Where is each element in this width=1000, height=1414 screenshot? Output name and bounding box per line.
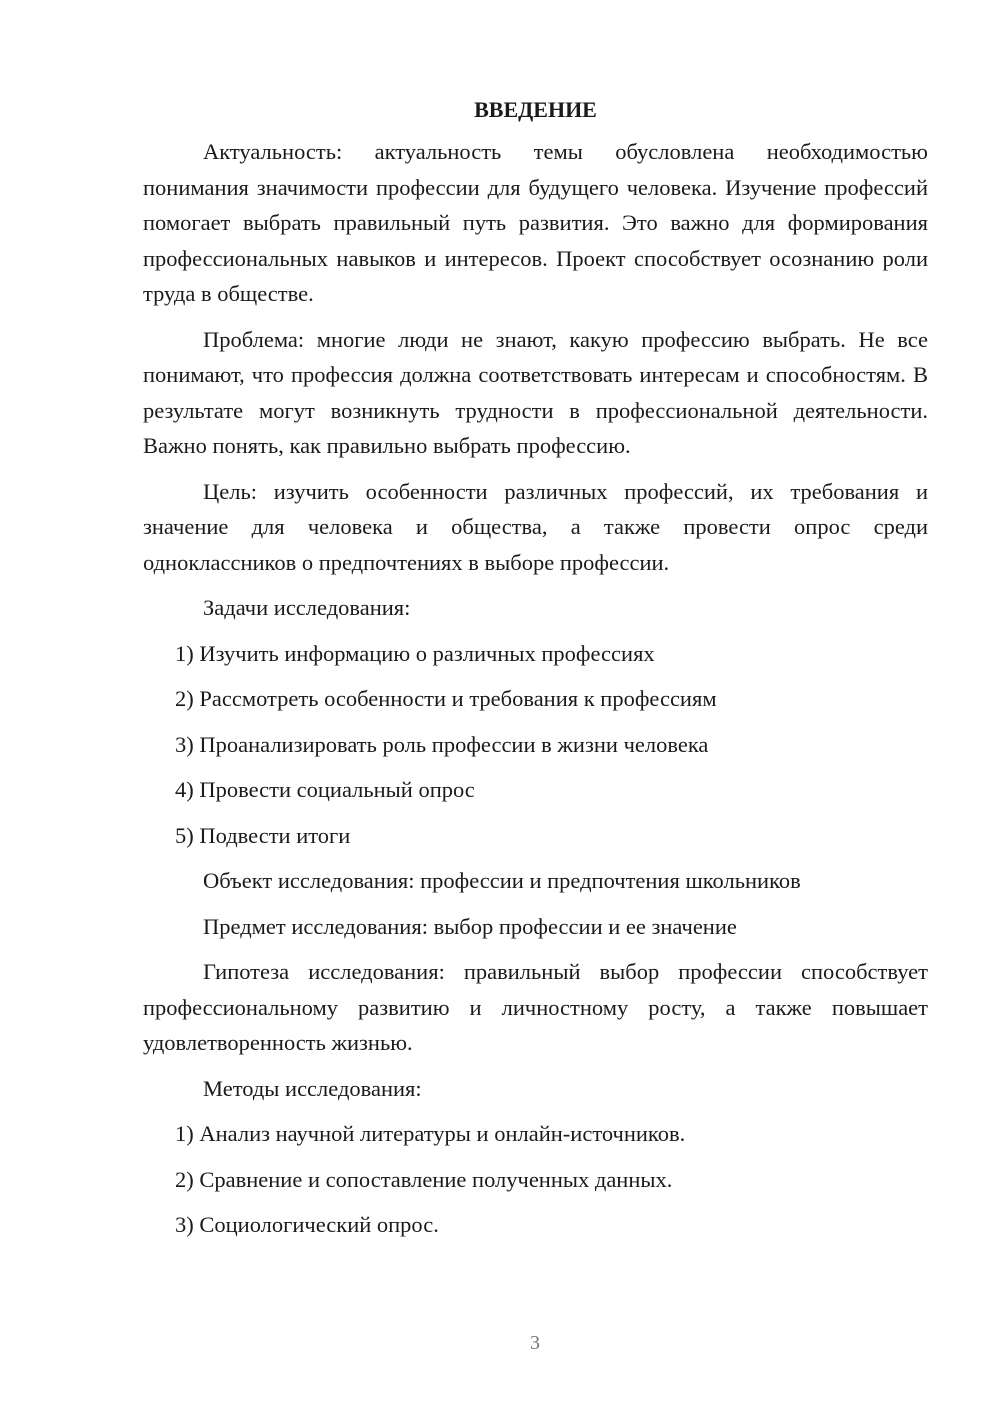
list-item: 3) Социологический опрос. (175, 1212, 439, 1237)
research-object: Объект исследования: профессии и предпочтения школьников (203, 868, 801, 893)
methods-heading: Методы исследования: (203, 1075, 422, 1101)
list-item: 5) Подвести итоги (175, 822, 351, 848)
research-subject: Предмет исследования: выбор профессии и ее значение (203, 913, 737, 939)
document-page (143, 92, 928, 1253)
page-number: 3 (530, 1332, 540, 1354)
page-title: ВВЕДЕНИЕ (474, 97, 597, 122)
list-item: 4) Провести социальный опрос (175, 777, 475, 802)
list-item: 1) Анализ научной литературы и онлайн-источников. (175, 1121, 686, 1146)
problem-paragraph: Проблема: многие люди не знают, какую профессию выбрать. Не все понимают, что профессия должна соответствовать интересам и способностям. В результате могут возникнуть трудности в профессиональной деятельности. Важно понять, как правильно выбрать профессию. (143, 326, 928, 458)
list-item: 2) Рассмотреть особенности и требования к профессиям (175, 686, 717, 711)
goal-paragraph: Цель: изучить особенности различных профессий, их требования и значение для человека и общества, а также провести опрос среди одноклассников о предпочтениях в выборе профессии. (143, 478, 928, 575)
list-item: 2) Сравнение и сопоставление полученных данных. (175, 1166, 673, 1192)
hypothesis-paragraph: Гипотеза исследования: правильный выбор профессии способствует профессиональному развитию и личностному росту, а также повышает удовлетворенность жизнью. (143, 959, 928, 1055)
relevance-paragraph: Актуальность: актуальность темы обусловлена необходимостью понимания значимости профессии для будущего человека. Изучение профессий помогает выбрать правильный путь развития. Это важно для формирования профессиональных навыков и интересов. Проект способствует осознанию роли труда в обществе. (143, 139, 928, 306)
list-item: 3) Проанализировать роль профессии в жизни человека (175, 731, 709, 757)
tasks-heading: Задачи исследования: (203, 595, 411, 620)
methods-list (143, 1116, 928, 1243)
list-item: 1) Изучить информацию о различных профессиях (175, 640, 655, 666)
tasks-list (143, 636, 928, 854)
